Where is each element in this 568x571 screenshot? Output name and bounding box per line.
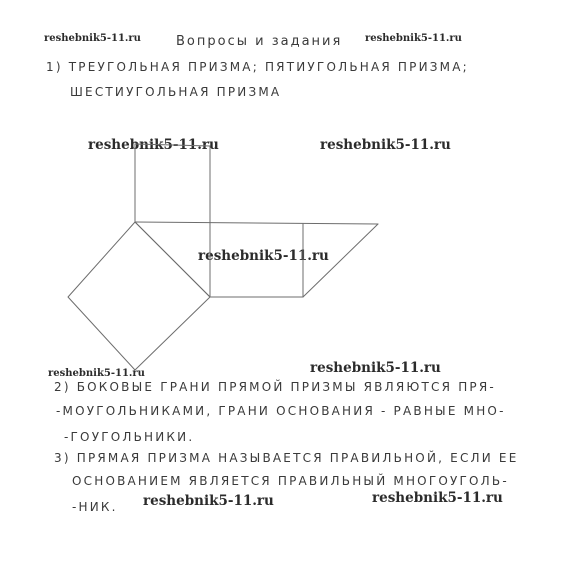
watermark: reshebnik5-11.ru (365, 33, 462, 44)
answer-2-line-2: -МОУГОЛЬНИКАМИ, ГРАНИ ОСНОВАНИЯ - РАВНЫЕ МНО- (56, 404, 506, 418)
page-title: Вопросы и задания (176, 34, 343, 49)
net-edge (303, 224, 378, 297)
net-edge (135, 222, 378, 224)
watermark: reshebnik5-11.ru (44, 33, 141, 44)
watermark: reshebnik5-11.ru (198, 248, 329, 264)
watermark: reshebnik5-11.ru (372, 490, 503, 506)
answer-2-line-1: 2) БОКОВЫЕ ГРАНИ ПРЯМОЙ ПРИЗМЫ ЯВЛЯЮТСЯ ПРЯ- (54, 380, 496, 394)
net-edge (135, 144, 210, 146)
answer-1-line-2: ШЕСТИУГОЛЬНАЯ ПРИЗМА (70, 85, 282, 99)
net-square-face (68, 222, 210, 370)
watermark: reshebnik5-11.ru (143, 493, 274, 509)
net-edge (135, 222, 210, 297)
answer-2-line-3: -ГОУГОЛЬНИКИ. (64, 430, 195, 444)
watermark: reshebnik5-11.ru (48, 368, 145, 379)
answer-3-line-1: 3) ПРЯМАЯ ПРИЗМА НАЗЫВАЕТСЯ ПРАВИЛЬНОЙ, ЕСЛИ ЕЕ (54, 451, 519, 465)
answer-3-line-3: -НИК. (72, 500, 118, 514)
watermark: reshebnik5-11.ru (88, 137, 219, 153)
watermark: reshebnik5-11.ru (310, 360, 441, 376)
watermark: reshebnik5-11.ru (320, 137, 451, 153)
answer-1-line-1: 1) ТРЕУГОЛЬНАЯ ПРИЗМА; ПЯТИУГОЛЬНАЯ ПРИЗМА; (46, 60, 469, 74)
answer-3-line-2: ОСНОВАНИЕМ ЯВЛЯЕТСЯ ПРАВИЛЬНЫЙ МНОГОУГОЛЬ- (72, 474, 509, 488)
